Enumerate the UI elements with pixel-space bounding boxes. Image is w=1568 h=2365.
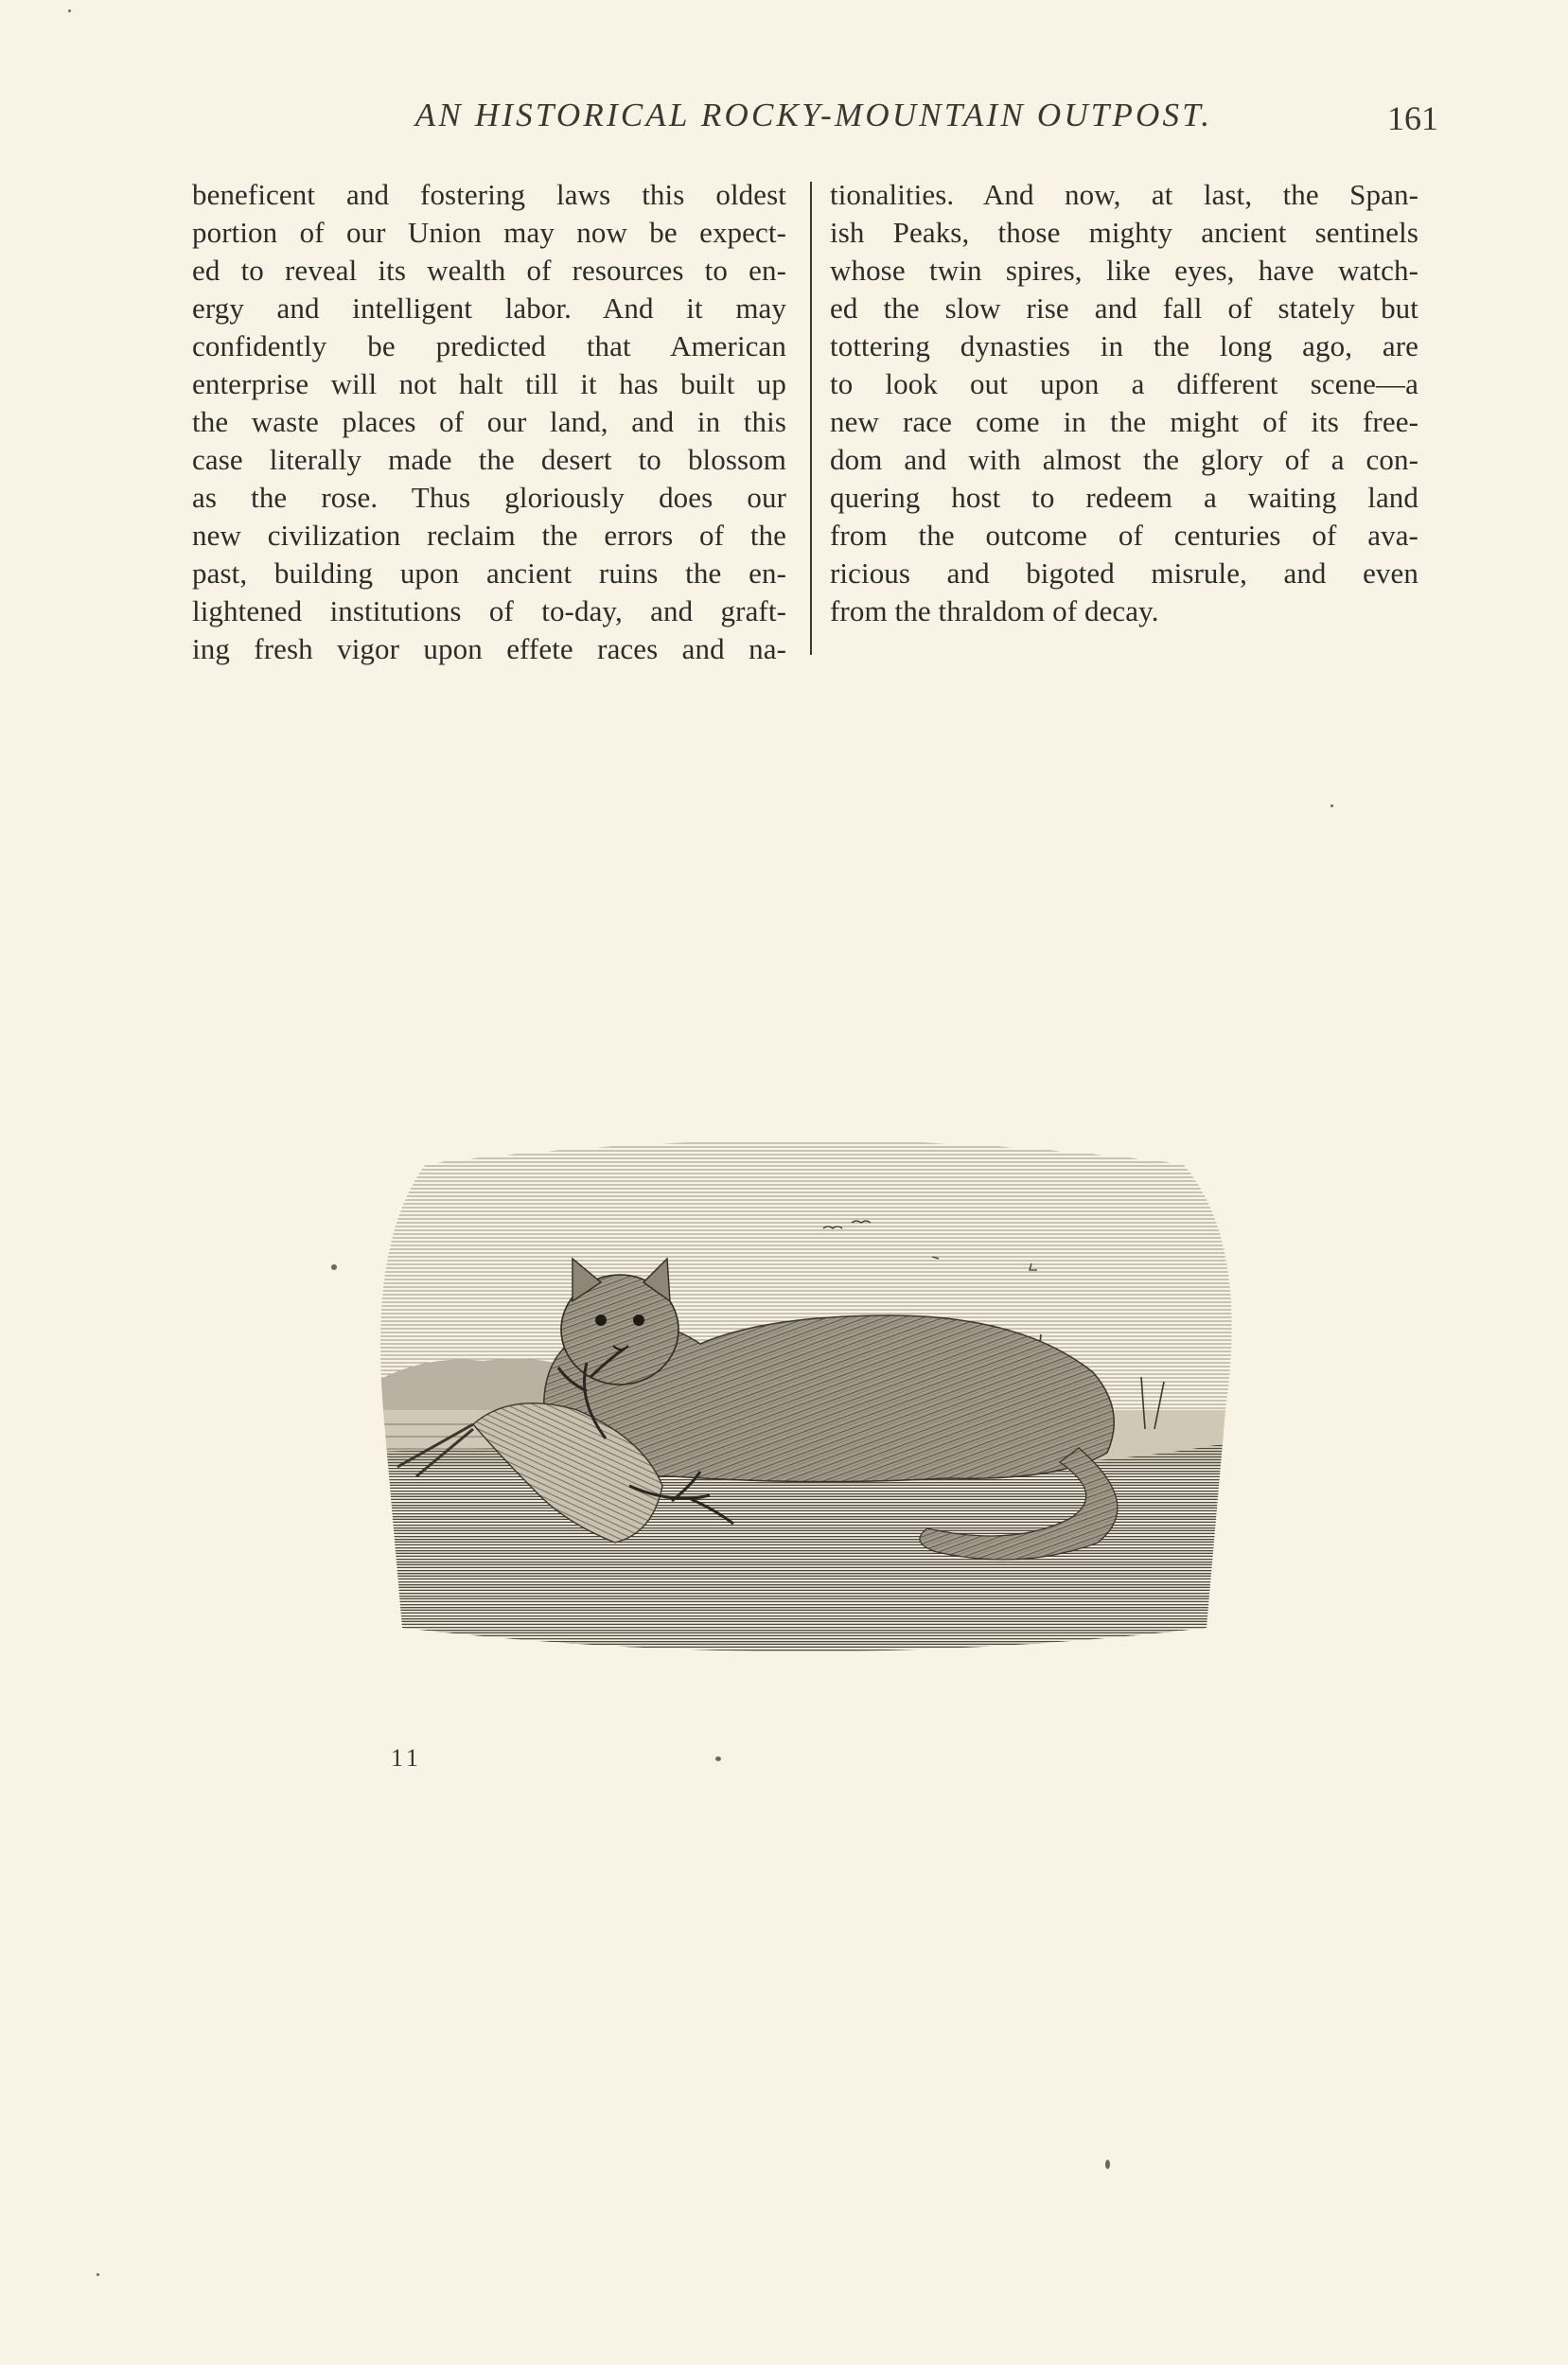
right-line: ricious and bigoted misrule, and even: [830, 556, 1418, 590]
left-line: the waste places of our land, and in this: [192, 405, 786, 438]
right-line: ish Peaks, those mighty ancient sentinels: [830, 216, 1418, 249]
left-line: confidently be predicted that American: [192, 329, 786, 362]
right-line: dom and with almost the glory of a con-: [830, 443, 1418, 476]
right-line: ed the slow rise and fall of stately but: [830, 291, 1418, 325]
left-line: lightened institutions of to-day, and graft-: [192, 594, 786, 627]
ink-speck: [1330, 804, 1333, 807]
left-line: portion of our Union may now be expect-: [192, 216, 786, 249]
ink-speck: [331, 1264, 337, 1270]
left-line: as the rose. Thus gloriously does our: [192, 481, 786, 514]
right-line: new race come in the might of its free-: [830, 405, 1418, 438]
right-line: from the outcome of centuries of ava-: [830, 519, 1418, 552]
signature-mark: 11: [391, 1744, 423, 1772]
right-column: [830, 176, 1418, 630]
left-line: case literally made the desert to blossom: [192, 443, 786, 476]
cougar-eye: [633, 1315, 644, 1326]
right-line: whose twin spires, like eyes, have watch-: [830, 254, 1418, 287]
right-line: tottering dynasties in the long ago, are: [830, 329, 1418, 362]
ink-speck: [715, 1756, 721, 1761]
ink-speck: [68, 9, 71, 12]
left-line: ergy and intelligent labor. And it may: [192, 291, 786, 325]
right-line: from the thraldom of decay.: [830, 594, 1159, 627]
ink-speck: [1105, 2160, 1110, 2169]
left-line: ed to reveal its wealth of resources to en-: [192, 254, 786, 287]
page-number: 161: [1387, 99, 1438, 137]
engraving-illustration: [360, 1126, 1249, 1694]
ink-speck: [97, 2273, 99, 2276]
running-head: AN HISTORICAL ROCKY-MOUNTAIN OUTPOST.: [414, 97, 1213, 133]
left-line: ing fresh vigor upon effete races and na-: [192, 632, 786, 665]
left-column: [192, 176, 786, 668]
right-line: quering host to redeem a waiting land: [830, 481, 1418, 514]
left-line: past, building upon ancient ruins the en-: [192, 556, 786, 590]
right-line: to look out upon a different scene—a: [830, 367, 1418, 400]
left-line: new civilization reclaim the errors of the: [192, 519, 786, 552]
left-line: beneficent and fostering laws this oldest: [192, 178, 786, 211]
cougar-eye: [595, 1315, 607, 1326]
left-line: enterprise will not halt till it has built up: [192, 367, 786, 400]
engraving-scene: [360, 1126, 1249, 1694]
right-line: tionalities. And now, at last, the Span-: [830, 178, 1418, 211]
column-divider: [810, 182, 812, 655]
